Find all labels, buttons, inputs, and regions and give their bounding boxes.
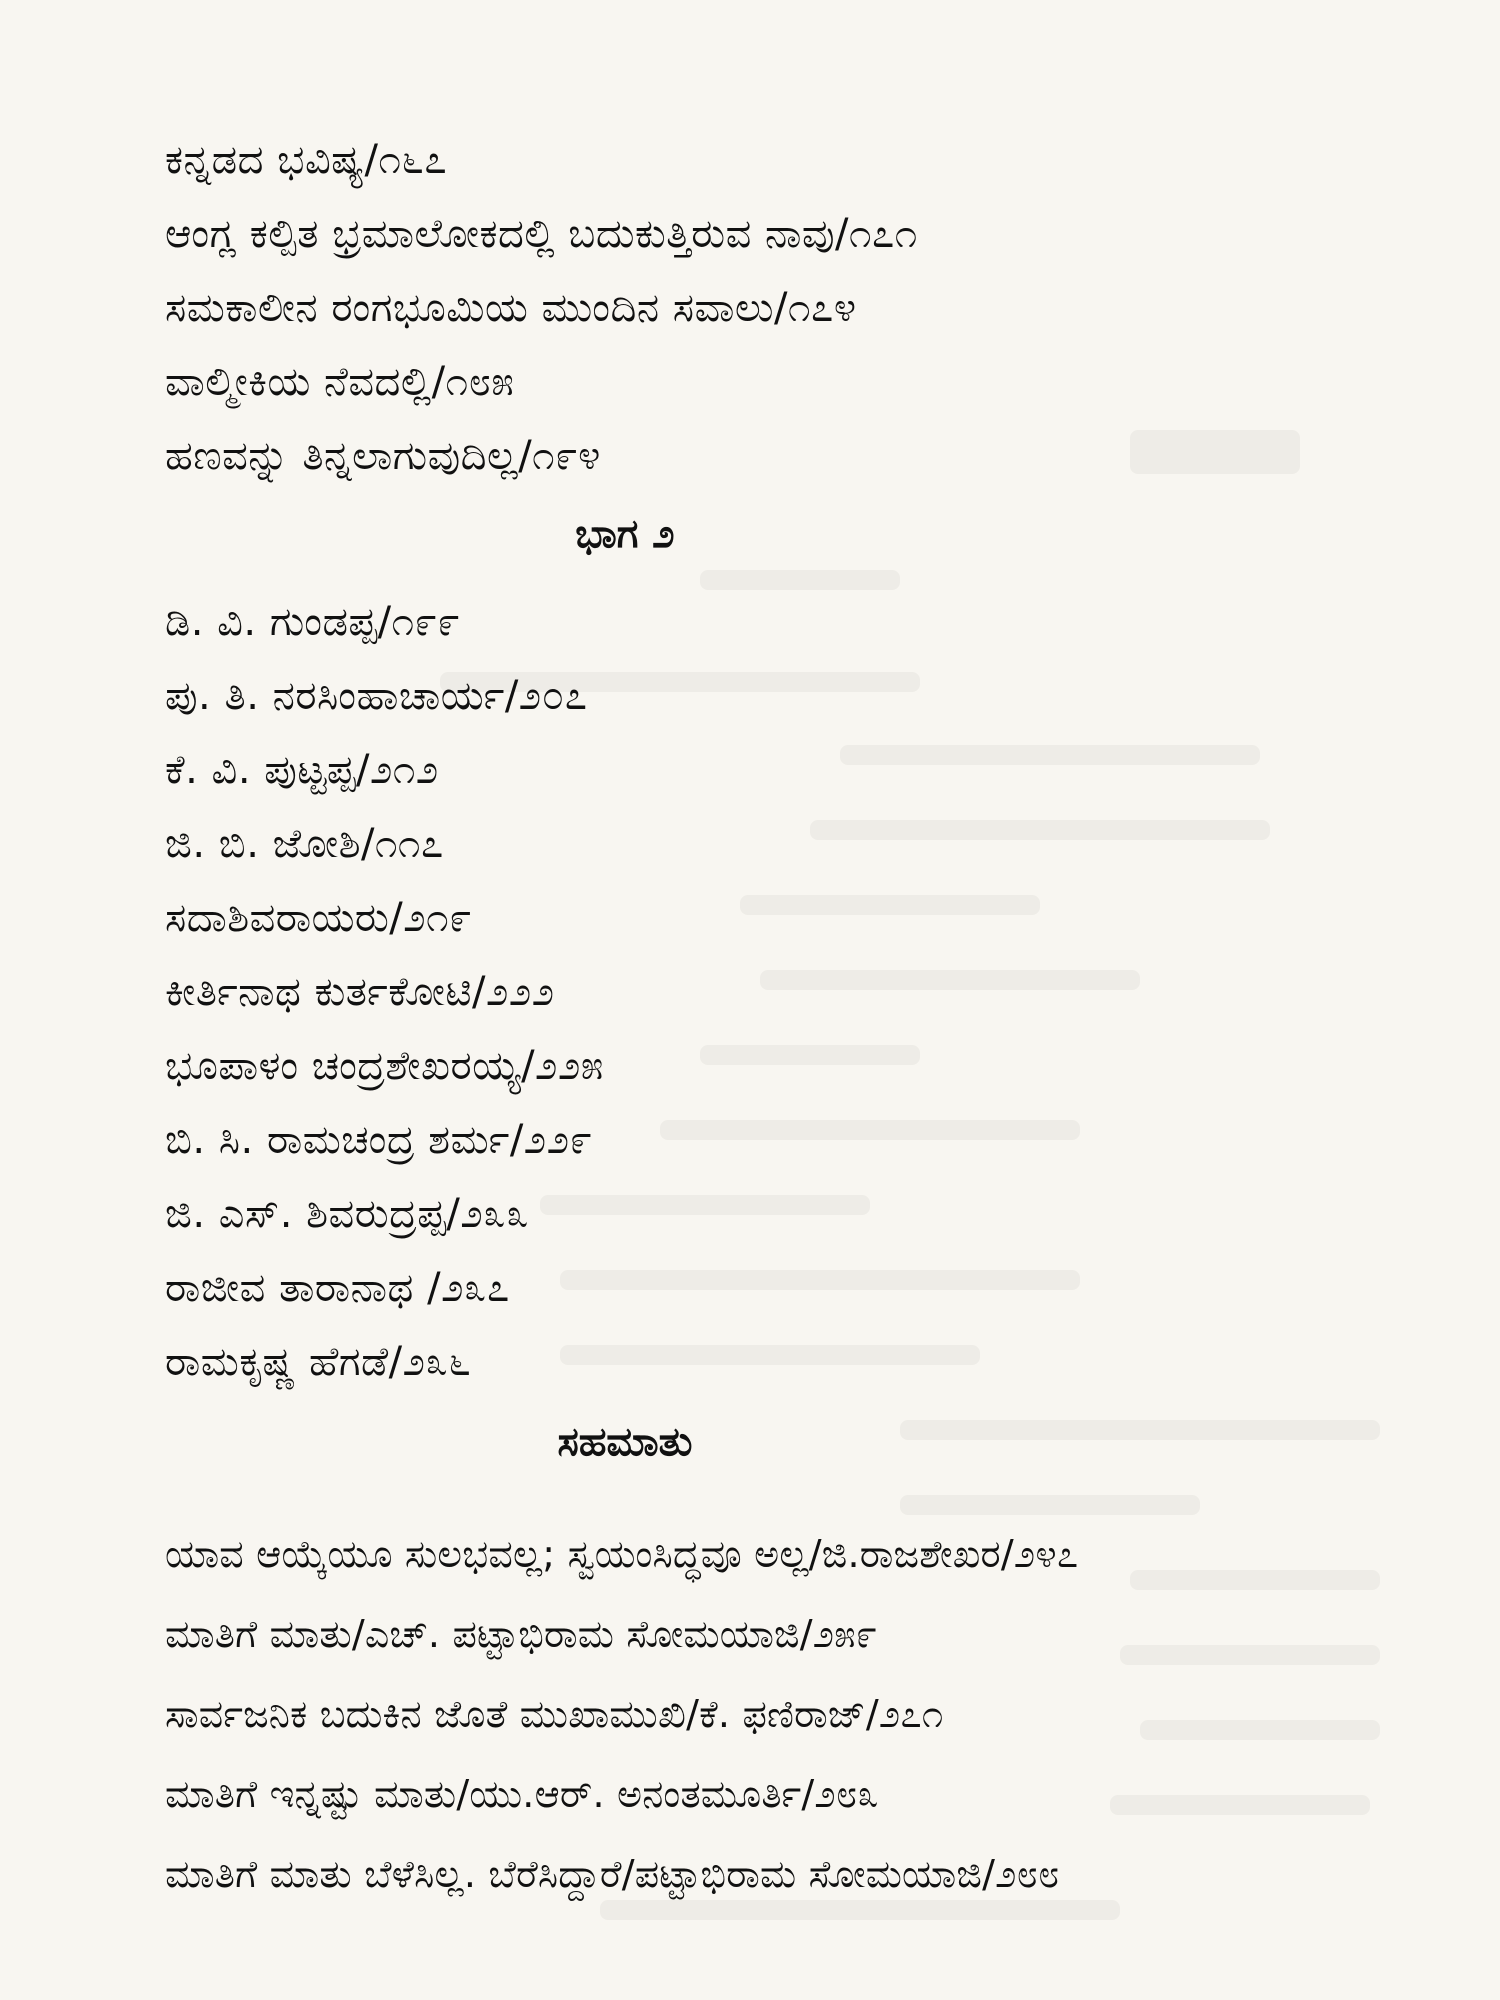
toc-entry: ಬಿ. ಸಿ. ರಾಮಚಂದ್ರ ಶರ್ಮ/೨೨೯ bbox=[165, 1117, 593, 1163]
toc-entry: ಸಾರ್ವಜನಿಕ ಬದುಕಿನ ಜೊತೆ ಮುಖಾಮುಖಿ/ಕೆ. ಫಣಿರಾಜ್/೨೭೧ bbox=[165, 1692, 944, 1736]
toc-entry: ಹಣವನ್ನು ತಿನ್ನಲಾಗುವುದಿಲ್ಲ/೧೯೪ bbox=[165, 433, 601, 479]
toc-entry: ಆಂಗ್ಲ ಕಲ್ಪಿತ ಭ್ರಮಾಲೋಕದಲ್ಲಿ ಬದುಕುತ್ತಿರುವ ನಾವು/೧೭೧ bbox=[165, 211, 918, 257]
toc-entry: ಕನ್ನಡದ ಭವಿಷ್ಯ/೧೬೭ bbox=[165, 137, 448, 183]
toc-entry: ಭೂಪಾಳಂ ಚಂದ್ರಶೇಖರಯ್ಯ/೨೨೫ bbox=[165, 1043, 604, 1089]
section-one-list bbox=[165, 137, 1405, 510]
toc-entry: ಮಾತಿಗೆ ಮಾತು ಬೆಳೆಸಿಲ್ಲ. ಬೆರೆಸಿದ್ದಾರೆ/ಪಟ್ಟಾಭಿರಾಮ ಸೋಮಯಾಜಿ/೨೮೮ bbox=[165, 1852, 1060, 1896]
toc-entry: ಜಿ. ಬಿ. ಜೋಶಿ/೧೧೭ bbox=[165, 821, 444, 867]
toc-entry: ವಾಲ್ಮೀಕಿಯ ನೆವದಲ್ಲಿ/೧೮೫ bbox=[165, 359, 515, 405]
toc-entry: ಡಿ. ವಿ. ಗುಂಡಪ್ಪ/೧೯೯ bbox=[165, 599, 461, 645]
toc-entry: ಪು. ತಿ. ನರಸಿಂಹಾಚಾರ್ಯ/೨೦೭ bbox=[165, 673, 588, 719]
toc-entry: ಕೀರ್ತಿನಾಥ ಕುರ್ತಕೋಟಿ/೨೨೨ bbox=[165, 969, 555, 1015]
table-of-contents bbox=[165, 137, 1405, 1934]
part-two-list bbox=[165, 599, 1405, 1416]
toc-entry: ಮಾತಿಗೆ ಮಾತು/ಎಚ್. ಪಟ್ಟಾಭಿರಾಮ ಸೋಮಯಾಜಿ/೨೫೯ bbox=[165, 1612, 878, 1656]
toc-entry: ಮಾತಿಗೆ ಇನ್ನಷ್ಟು ಮಾತು/ಯು.ಆರ್. ಅನಂತಮೂರ್ತಿ/೨೮೩ bbox=[165, 1772, 879, 1816]
toc-entry: ಸದಾಶಿವರಾಯರು/೨೧೯ bbox=[165, 895, 472, 941]
toc-entry: ರಾಮಕೃಷ್ಣ ಹೆಗಡೆ/೨೩೬ bbox=[165, 1339, 472, 1385]
toc-entry: ಸಮಕಾಲೀನ ರಂಗಭೂಮಿಯ ಮುಂದಿನ ಸವಾಲು/೧೭೪ bbox=[165, 285, 857, 331]
part-two-heading: ಭಾಗ ೨ bbox=[575, 511, 675, 557]
toc-entry: ಜಿ. ಎಸ್. ಶಿವರುದ್ರಪ್ಪ/೨೩೩ bbox=[165, 1191, 530, 1237]
dialogues-heading: ಸಹಮಾತು bbox=[557, 1419, 693, 1465]
dialogues-list bbox=[165, 1534, 1405, 1934]
toc-entry: ಯಾವ ಆಯ್ಕೆಯೂ ಸುಲಭವಲ್ಲ; ಸ್ವಯಂಸಿದ್ಧವೂ ಅಲ್ಲ/ಜಿ.ರಾಜಶೇಖರ/೨೪೭ bbox=[165, 1532, 1079, 1576]
toc-entry: ರಾಜೀವ ತಾರಾನಾಥ /೨೩೭ bbox=[165, 1265, 510, 1311]
toc-entry: ಕೆ. ವಿ. ಪುಟ್ಟಪ್ಪ/೨೧೨ bbox=[165, 747, 439, 793]
